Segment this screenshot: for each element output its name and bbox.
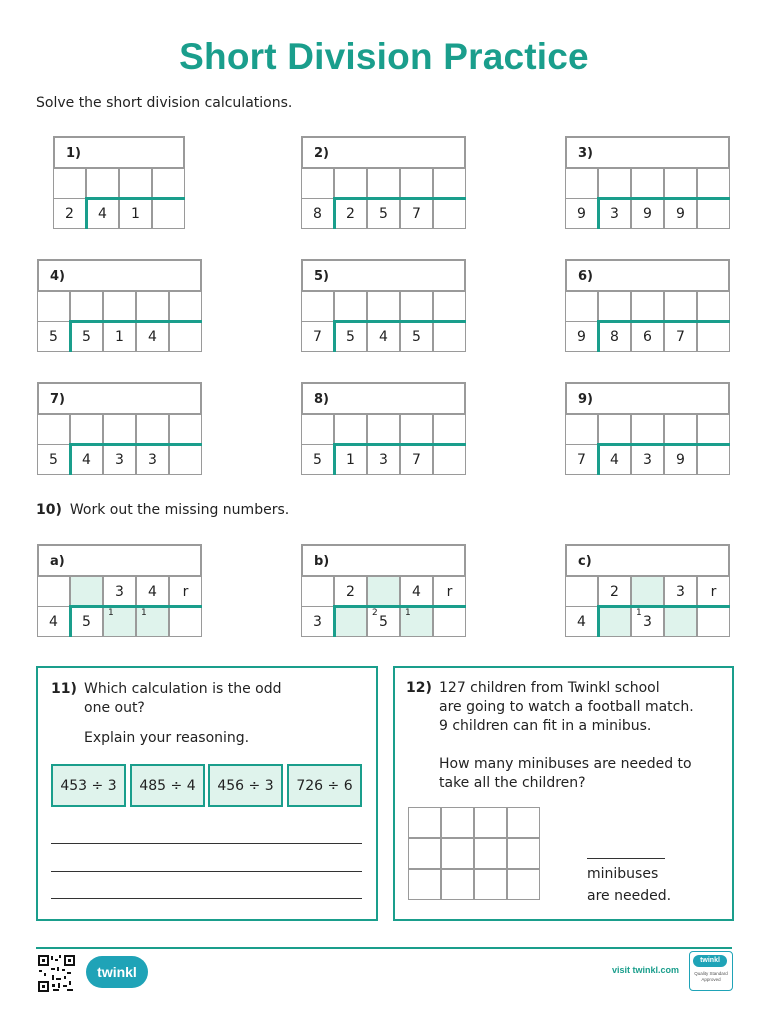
quotient-cell: r (433, 576, 466, 607)
answer-suffix: are needed. (587, 888, 672, 904)
working-cell[interactable] (408, 838, 441, 869)
quotient-cell: r (697, 576, 730, 607)
answer-cell[interactable] (70, 414, 103, 445)
qr-code-icon (37, 954, 76, 993)
division-bracket-side (69, 605, 72, 637)
digit-cell (169, 444, 202, 475)
question-12-panel (393, 666, 734, 921)
quotient-cell: 4 (400, 576, 433, 607)
dividend-cell (367, 606, 400, 637)
dividend-cell (697, 606, 730, 637)
digit-cell (433, 444, 466, 475)
digit-cell: 3 (631, 444, 664, 475)
division-bracket-top (598, 605, 730, 608)
quotient-cell: 2 (598, 576, 631, 607)
digit-cell: 2 (334, 198, 367, 229)
digit-cell: 5 (37, 444, 70, 475)
problem-title: 5) (301, 259, 466, 292)
division-bracket-side (333, 605, 336, 637)
digit-cell (697, 321, 730, 352)
working-cell[interactable] (408, 807, 441, 838)
answer-cell[interactable] (631, 168, 664, 199)
missing-digit-cell[interactable] (400, 606, 433, 637)
answer-cell[interactable] (565, 291, 598, 322)
question-10-text: Work out the missing numbers. (69, 502, 290, 518)
question-12-line: 9 children can fit in a minibus. (439, 718, 652, 734)
problem-title: 9) (565, 382, 730, 415)
division-bracket-side (333, 443, 336, 475)
answer-cell[interactable] (301, 291, 334, 322)
digit-cell: 4 (70, 444, 103, 475)
answer-cell[interactable] (70, 291, 103, 322)
working-cell[interactable] (474, 807, 507, 838)
missing-digit-cell[interactable] (334, 606, 367, 637)
problem-title: 6) (565, 259, 730, 292)
working-cell[interactable] (441, 838, 474, 869)
digit-cell: 1 (103, 321, 136, 352)
digit-cell (152, 198, 185, 229)
answer-cell[interactable] (697, 414, 730, 445)
working-cell[interactable] (474, 869, 507, 900)
division-bracket-side (333, 197, 336, 229)
digit-cell: 7 (400, 444, 433, 475)
carry-digit: 2 (372, 608, 378, 618)
working-cell[interactable] (507, 807, 540, 838)
quotient-cell: 3 (103, 576, 136, 607)
answer-cell[interactable] (136, 414, 169, 445)
digit-cell (697, 198, 730, 229)
digit-cell: 9 (664, 444, 697, 475)
question-11-line: one out? (84, 700, 145, 716)
digit-cell: 4 (136, 321, 169, 352)
answer-cell[interactable] (400, 414, 433, 445)
digit-cell: 8 (301, 198, 334, 229)
digit-cell: 1 (334, 444, 367, 475)
division-bracket-top (598, 443, 730, 446)
question-11-text (51, 680, 374, 748)
dividend-cell (169, 606, 202, 637)
digit-cell: 7 (565, 444, 598, 475)
digit-text: 3 (313, 613, 322, 630)
carry-digit: 1 (636, 608, 642, 618)
quotient-cell: 4 (136, 576, 169, 607)
working-cell[interactable] (474, 838, 507, 869)
answer-line[interactable] (587, 858, 665, 859)
answer-cell[interactable] (119, 168, 152, 199)
answer-line[interactable] (51, 898, 362, 899)
digit-text: 4 (577, 613, 586, 630)
digit-cell: 7 (664, 321, 697, 352)
digit-cell: 9 (664, 198, 697, 229)
division-bracket-top (598, 197, 730, 200)
quotient-cell: 3 (664, 576, 697, 607)
problem-title: 4) (37, 259, 202, 292)
digit-cell: 5 (37, 321, 70, 352)
digit-cell: 7 (301, 321, 334, 352)
digit-cell: 9 (565, 321, 598, 352)
twinkl-logo: twinkl (86, 956, 148, 988)
question-11-panel (36, 666, 378, 921)
digit-cell: 5 (334, 321, 367, 352)
answer-line[interactable] (51, 871, 362, 872)
answer-cell[interactable] (697, 291, 730, 322)
answer-cell[interactable] (53, 168, 86, 199)
working-cell[interactable] (507, 838, 540, 869)
digit-cell: 8 (598, 321, 631, 352)
missing-digit-cell[interactable] (136, 606, 169, 637)
digit-text: 5 (82, 613, 91, 630)
answer-cell[interactable] (103, 414, 136, 445)
division-bracket-side (333, 320, 336, 352)
problem-title: 7) (37, 382, 202, 415)
division-bracket-side (597, 197, 600, 229)
digit-cell: 3 (367, 444, 400, 475)
problem-title: 1) (53, 136, 185, 169)
missing-digit-cell[interactable] (631, 576, 664, 607)
answer-cell[interactable] (37, 414, 70, 445)
digit-cell: 3 (136, 444, 169, 475)
answer-cell[interactable] (433, 414, 466, 445)
answer-cell[interactable] (86, 168, 119, 199)
answer-cell[interactable] (598, 414, 631, 445)
question-12-line: 127 children from Twinkl school (439, 680, 660, 696)
answer-cell[interactable] (301, 414, 334, 445)
quality-badge-icon (689, 951, 733, 991)
quotient-cell (565, 576, 598, 607)
answer-cell[interactable] (367, 414, 400, 445)
problem-title: c) (565, 544, 730, 577)
working-cell[interactable] (441, 807, 474, 838)
answer-cell[interactable] (433, 291, 466, 322)
question-12-answer (587, 865, 671, 906)
question-12-number: 12) (406, 680, 432, 696)
missing-digit-cell[interactable] (70, 576, 103, 607)
carry-digit: 1 (405, 608, 411, 618)
missing-digit-cell[interactable] (598, 606, 631, 637)
instructions: Solve the short division calculations. (36, 95, 293, 111)
digit-cell: 5 (400, 321, 433, 352)
division-bracket-side (597, 320, 600, 352)
division-bracket-side (597, 605, 600, 637)
question-12-line: take all the children? (439, 775, 586, 791)
digit-cell (433, 198, 466, 229)
page-title: Short Division Practice (179, 36, 589, 77)
quotient-cell: 2 (334, 576, 367, 607)
footer-divider (36, 947, 732, 949)
question-11-line: Which calculation is the odd (84, 681, 282, 697)
quotient-cell: r (169, 576, 202, 607)
problem-title: 3) (565, 136, 730, 169)
problem-title: 2) (301, 136, 466, 169)
digit-cell: 3 (103, 444, 136, 475)
calculation-option: 485 ÷ 4 (130, 764, 205, 807)
digit-cell: 4 (86, 198, 119, 229)
dividend-cell (37, 606, 70, 637)
digit-cell: 7 (400, 198, 433, 229)
digit-cell: 1 (119, 198, 152, 229)
question-10-number: 10) (36, 502, 62, 518)
answer-cell[interactable] (334, 291, 367, 322)
problem-title: a) (37, 544, 202, 577)
answer-cell[interactable] (598, 168, 631, 199)
problem-title: 8) (301, 382, 466, 415)
division-bracket-side (69, 443, 72, 475)
missing-digit-cell[interactable] (367, 576, 400, 607)
answer-cell[interactable] (334, 168, 367, 199)
digit-cell: 3 (598, 198, 631, 229)
digit-cell: 9 (631, 198, 664, 229)
answer-cell[interactable] (169, 414, 202, 445)
answer-cell[interactable] (565, 168, 598, 199)
division-bracket-top (334, 320, 466, 323)
division-bracket-side (85, 197, 88, 229)
digit-cell: 4 (598, 444, 631, 475)
missing-digit-cell[interactable] (664, 606, 697, 637)
quotient-cell (301, 576, 334, 607)
answer-cell[interactable] (136, 291, 169, 322)
calculation-option: 453 ÷ 3 (51, 764, 126, 807)
division-bracket-top (334, 197, 466, 200)
answer-cell[interactable] (152, 168, 185, 199)
division-bracket-top (70, 320, 202, 323)
answer-line[interactable] (51, 843, 362, 844)
answer-cell[interactable] (400, 168, 433, 199)
division-bracket-top (70, 443, 202, 446)
answer-cell[interactable] (37, 291, 70, 322)
website-link[interactable]: visit twinkl.com (612, 965, 680, 975)
carry-digit: 1 (141, 608, 147, 618)
division-bracket-top (598, 320, 730, 323)
answer-cell[interactable] (697, 168, 730, 199)
digit-cell (433, 321, 466, 352)
calculation-option: 726 ÷ 6 (287, 764, 362, 807)
answer-cell[interactable] (367, 291, 400, 322)
answer-cell[interactable] (631, 414, 664, 445)
dividend-cell (301, 606, 334, 637)
working-cell[interactable] (408, 869, 441, 900)
answer-cell[interactable] (367, 168, 400, 199)
dividend-cell (70, 606, 103, 637)
digit-cell: 5 (301, 444, 334, 475)
answer-cell[interactable] (631, 291, 664, 322)
digit-text: 4 (49, 613, 58, 630)
digit-cell: 4 (367, 321, 400, 352)
digit-cell: 5 (70, 321, 103, 352)
answer-cell[interactable] (103, 291, 136, 322)
question-11-number: 11) (51, 681, 77, 697)
working-cell[interactable] (441, 869, 474, 900)
digit-cell: 9 (565, 198, 598, 229)
digit-text: 5 (379, 613, 388, 630)
question-12-line: are going to watch a football match. (439, 699, 694, 715)
answer-cell[interactable] (664, 168, 697, 199)
answer-cell[interactable] (301, 168, 334, 199)
answer-unit: minibuses (587, 866, 659, 882)
division-bracket-side (597, 443, 600, 475)
answer-cell[interactable] (334, 414, 367, 445)
question-11-line: Explain your reasoning. (84, 730, 250, 746)
question-12-text (406, 679, 729, 793)
digit-cell: 5 (367, 198, 400, 229)
dividend-cell (565, 606, 598, 637)
dividend-cell (433, 606, 466, 637)
answer-cell[interactable] (433, 168, 466, 199)
answer-cell[interactable] (664, 414, 697, 445)
missing-digit-cell[interactable] (103, 606, 136, 637)
digit-cell: 2 (53, 198, 86, 229)
badge-logo: twinkl (693, 955, 727, 967)
division-bracket-top (86, 197, 185, 200)
badge-text: Quality Standard Approved (694, 971, 728, 982)
quotient-cell (37, 576, 70, 607)
question-10 (36, 502, 289, 518)
carry-digit: 1 (108, 608, 114, 618)
answer-cell[interactable] (169, 291, 202, 322)
digit-cell (697, 444, 730, 475)
calculation-option: 456 ÷ 3 (208, 764, 283, 807)
digit-cell (169, 321, 202, 352)
digit-cell: 6 (631, 321, 664, 352)
question-12-line: How many minibuses are needed to (439, 756, 692, 772)
division-bracket-top (334, 443, 466, 446)
answer-cell[interactable] (400, 291, 433, 322)
answer-cell[interactable] (565, 414, 598, 445)
dividend-cell (631, 606, 664, 637)
division-bracket-top (334, 605, 466, 608)
digit-text: 3 (643, 613, 652, 630)
answer-cell[interactable] (598, 291, 631, 322)
answer-cell[interactable] (664, 291, 697, 322)
working-cell[interactable] (507, 869, 540, 900)
division-bracket-top (70, 605, 202, 608)
division-bracket-side (69, 320, 72, 352)
problem-title: b) (301, 544, 466, 577)
